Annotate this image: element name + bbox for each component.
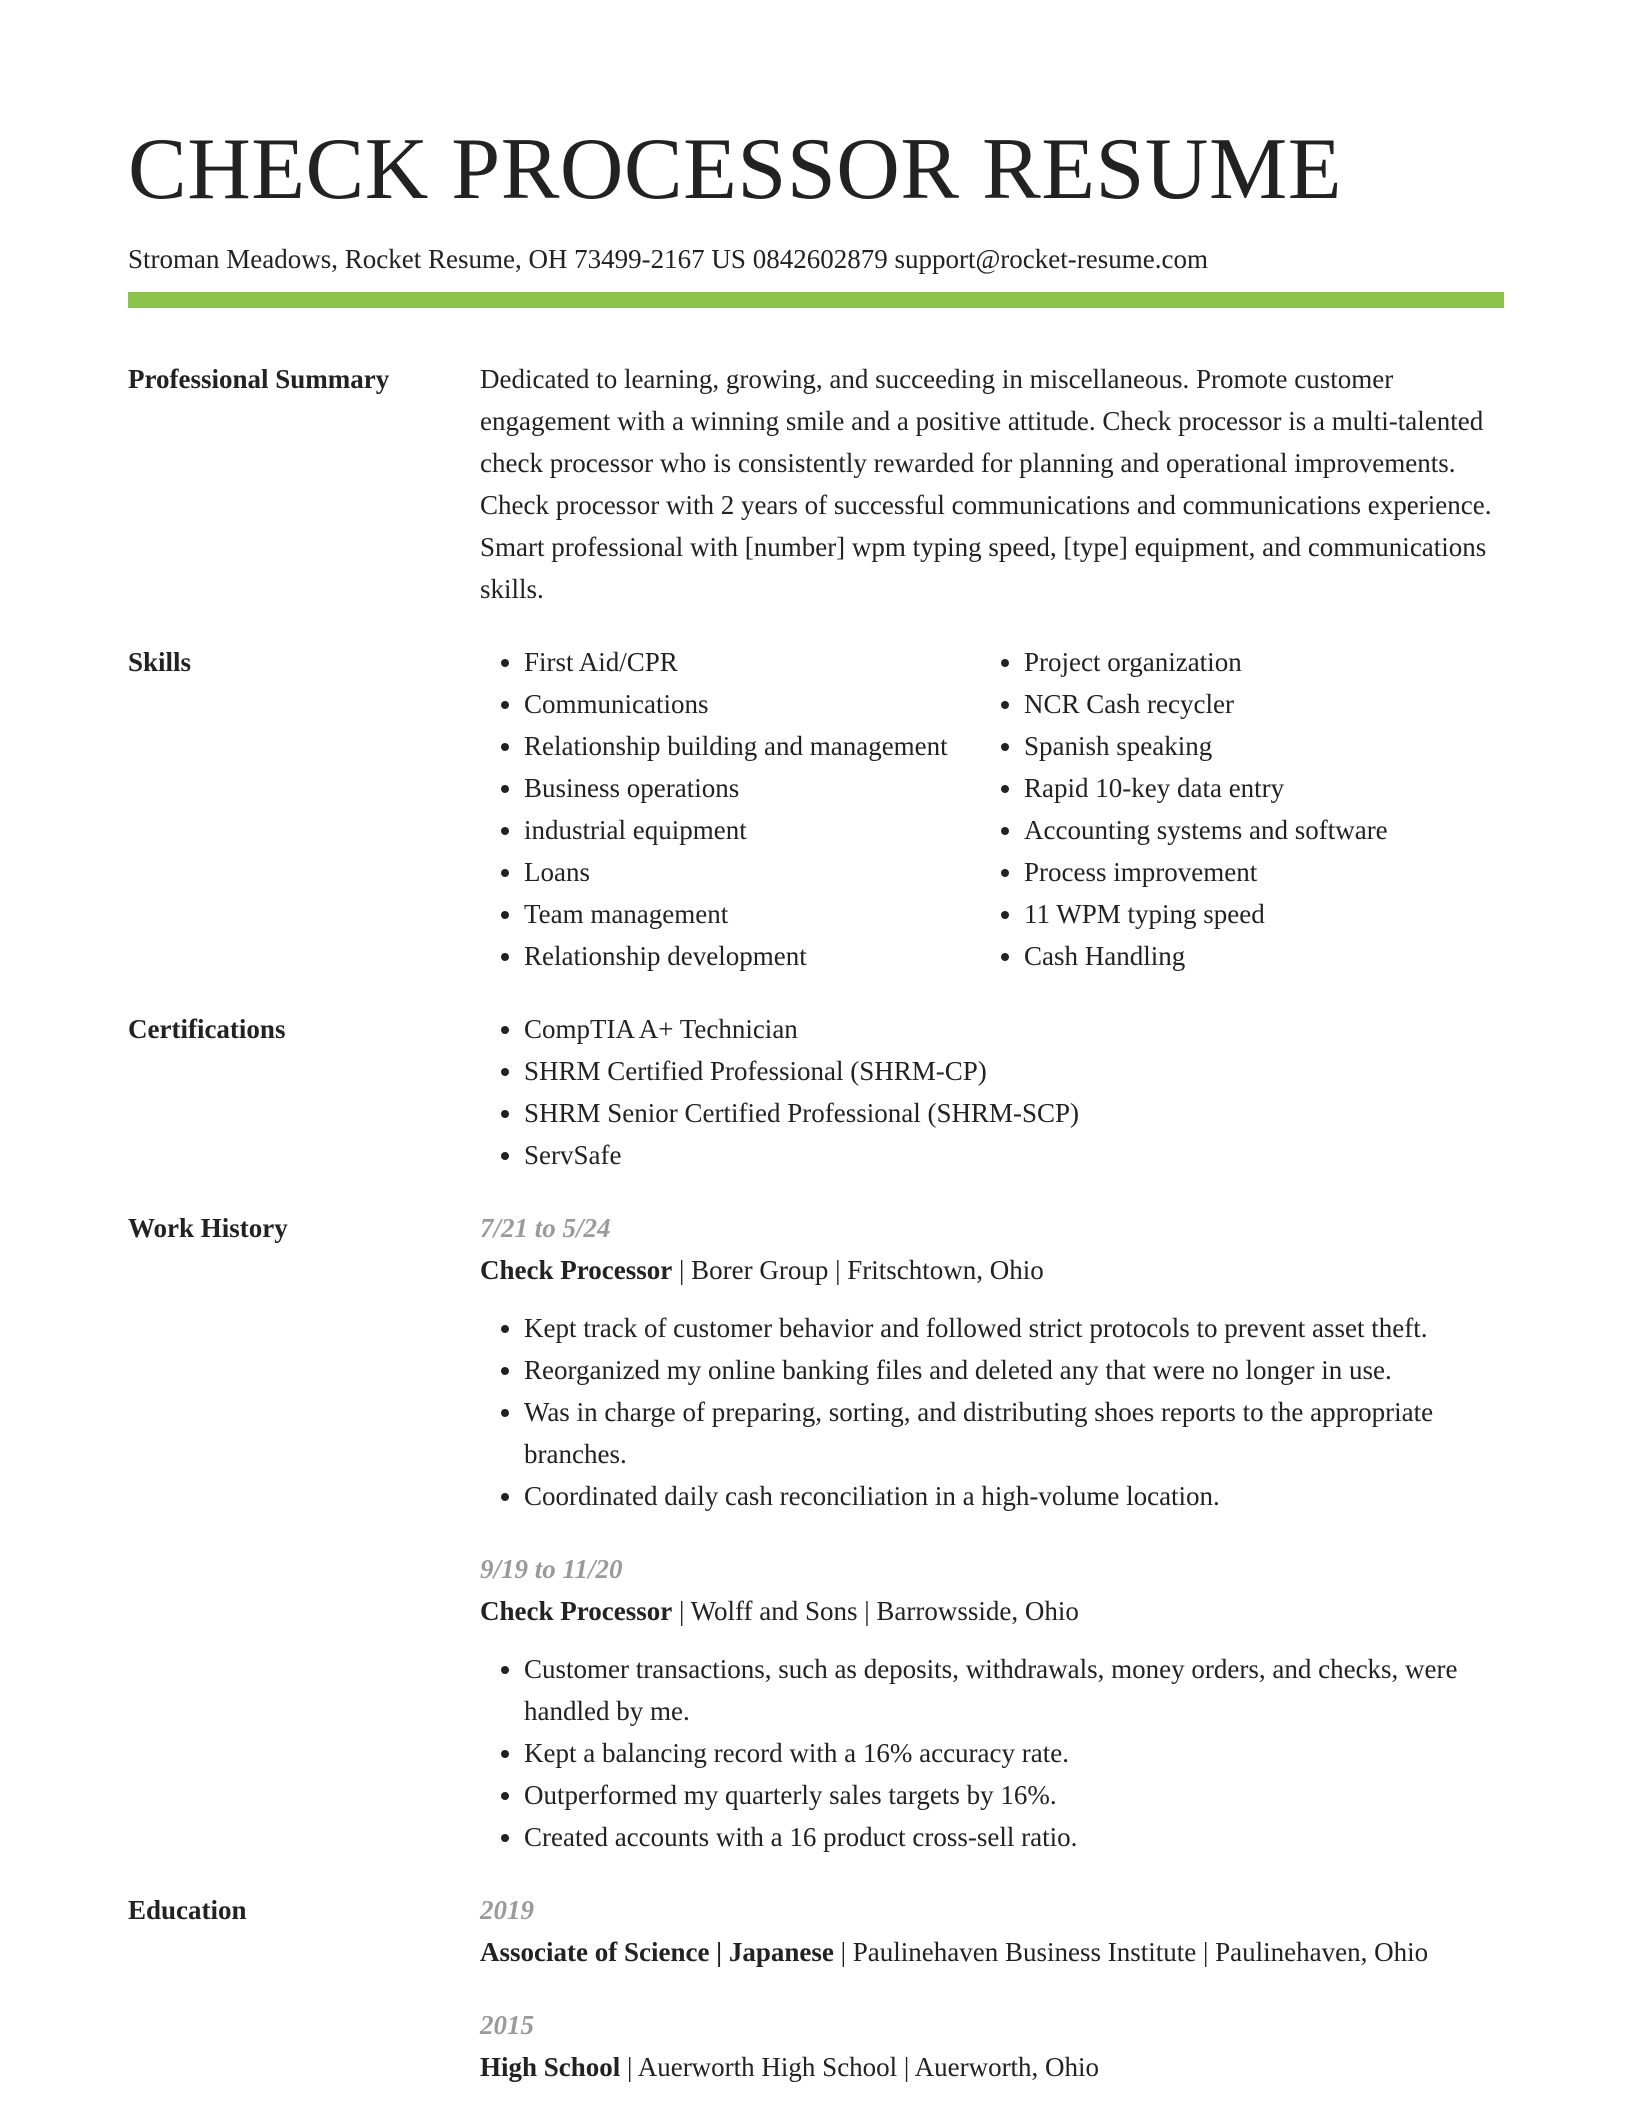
list-item: • Relationship development: [524, 935, 984, 977]
list-item: • Process improvement: [1024, 851, 1388, 893]
job-details: | Wolff and Sons | Barrowsside, Ohio: [672, 1596, 1079, 1626]
education-degree: High School: [480, 2052, 621, 2082]
list-item: • Team management: [524, 893, 984, 935]
resume-title: CHECK PROCESSOR RESUME: [128, 121, 1342, 218]
list-item: • CompTIA A+ Technician: [524, 1008, 1504, 1050]
summary-section: [128, 358, 1504, 610]
list-item: • Kept a balancing record with a 16% accuracy rate.: [524, 1732, 1504, 1774]
skills-list-right: [984, 641, 1388, 977]
job-title: Check Processor: [480, 1255, 673, 1285]
list-item: • Relationship building and management: [524, 725, 984, 767]
list-item: • NCR Cash recycler: [1024, 683, 1388, 725]
skills-label: Skills: [128, 647, 192, 677]
job-entry: [480, 1548, 1504, 1858]
education-label: Education: [128, 1895, 247, 1925]
list-item: • Customer transactions, such as deposits, withdrawals, money orders, and checks, were handled by me.: [524, 1648, 1504, 1732]
job-details: | Borer Group | Fritschtown, Ohio: [672, 1255, 1044, 1285]
list-item: • Kept track of customer behavior and followed strict protocols to prevent asset theft.: [524, 1307, 1504, 1349]
education-degree: Associate of Science | Japanese: [480, 1937, 834, 1967]
list-item: • industrial equipment: [524, 809, 984, 851]
education-details: | Auerworth High School | Auerworth, Ohio: [620, 2052, 1100, 2082]
list-item: • SHRM Certified Professional (SHRM-CP): [524, 1050, 1504, 1092]
job-title: Check Processor: [480, 1596, 673, 1626]
list-item: • Accounting systems and software: [1024, 809, 1388, 851]
list-item: • ServSafe: [524, 1134, 1504, 1176]
education-year: 2015: [480, 2010, 534, 2040]
list-item: • Loans: [524, 851, 984, 893]
education-year: 2019: [480, 1895, 534, 1925]
list-item: • SHRM Senior Certified Professional (SHRM-SCP): [524, 1092, 1504, 1134]
education-section: [128, 1889, 1504, 2088]
job-bullets: [480, 1307, 1504, 1517]
job-dates: 9/19 to 11/20: [480, 1554, 623, 1584]
contact-line: Stroman Meadows, Rocket Resume, OH 73499-2167 US 0842602879 support@rocket-resume.com: [128, 244, 1208, 274]
list-item: • First Aid/CPR: [524, 641, 984, 683]
list-item: • Project organization: [1024, 641, 1388, 683]
education-details: | Paulinehaven Business Institute | Paulinehaven, Ohio: [833, 1937, 1429, 1967]
certifications-label: Certifications: [128, 1014, 286, 1044]
job-heading: [480, 1249, 1504, 1291]
summary-label: Professional Summary: [128, 364, 390, 394]
list-item: • Coordinated daily cash reconciliation in a high-volume location.: [524, 1475, 1504, 1517]
education-entry: [480, 2004, 1504, 2088]
certifications-section: [128, 1008, 1504, 1176]
list-item: • Rapid 10-key data entry: [1024, 767, 1388, 809]
job-heading: [480, 1590, 1504, 1632]
job-entry: [480, 1207, 1504, 1517]
list-item: • Outperformed my quarterly sales targets by 16%.: [524, 1774, 1504, 1816]
summary-text: Dedicated to learning, growing, and succeeding in miscellaneous. Promote customer engagement with a winning smile and a positive attitude. Check processor is a multi-talented check processor who is consistently rewarded for planning and operational improvements. Check processor with 2 years of successful communications and communications experience. Smart professional with [number] wpm typing speed, [type] equipment, and communications skills.: [480, 364, 1492, 604]
accent-divider: [128, 292, 1504, 308]
list-item: • Communications: [524, 683, 984, 725]
skills-list-left: [480, 641, 984, 977]
work-history-section: [128, 1207, 1504, 1858]
work-history-label: Work History: [128, 1213, 288, 1243]
job-dates: 7/21 to 5/24: [480, 1213, 611, 1243]
education-entry: [480, 1889, 1504, 1973]
skills-section: [128, 641, 1504, 977]
list-item: • Reorganized my online banking files and deleted any that were no longer in use.: [524, 1349, 1504, 1391]
list-item: • Business operations: [524, 767, 984, 809]
education-heading: [480, 1931, 1504, 1973]
job-bullets: [480, 1648, 1504, 1858]
list-item: • Spanish speaking: [1024, 725, 1388, 767]
list-item: • 11 WPM typing speed: [1024, 893, 1388, 935]
list-item: • Was in charge of preparing, sorting, and distributing shoes reports to the appropriate branches.: [524, 1391, 1504, 1475]
education-heading: [480, 2046, 1504, 2088]
list-item: • Created accounts with a 16 product cross-sell ratio.: [524, 1816, 1504, 1858]
certifications-list: [480, 1008, 1504, 1176]
list-item: • Cash Handling: [1024, 935, 1388, 977]
